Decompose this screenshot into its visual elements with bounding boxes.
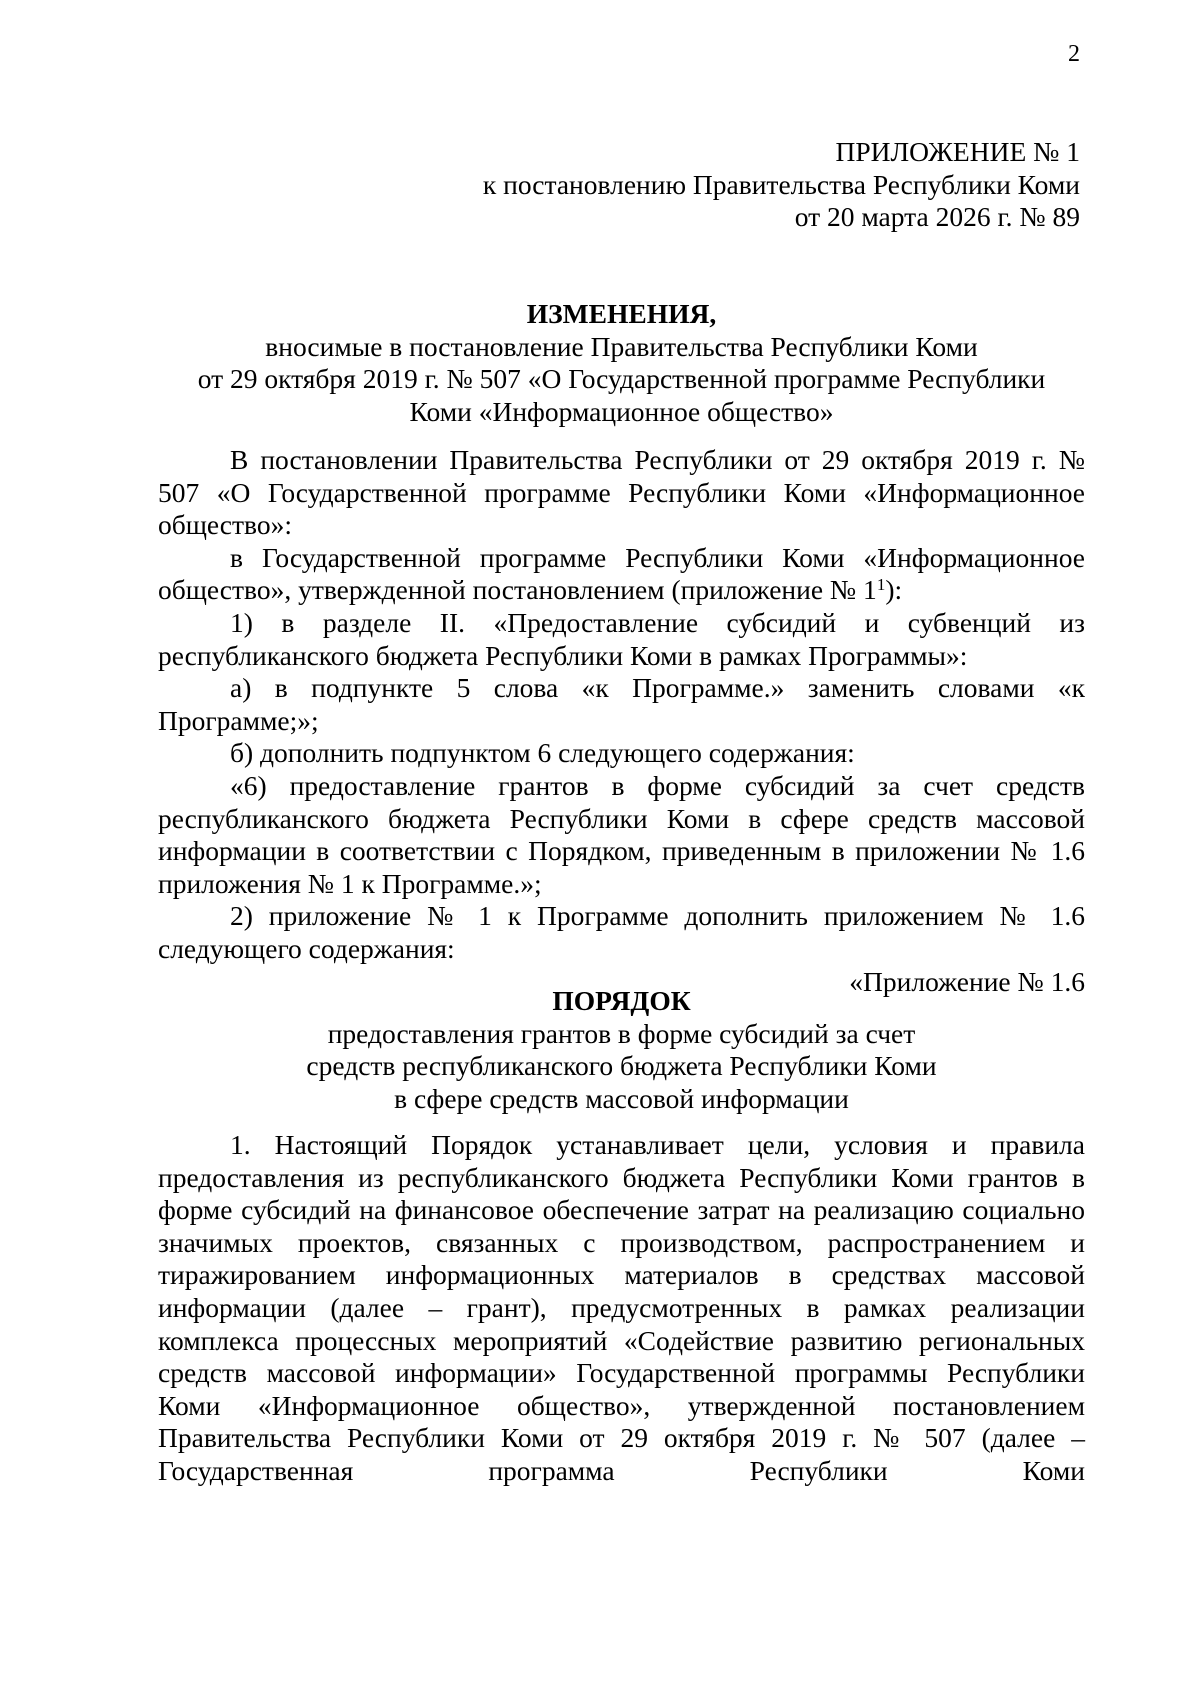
order-subtitle-line2: средств республиканского бюджета Республики Коми: [306, 1050, 937, 1082]
appendix-date: от 20 марта 2026 г. № 89: [794, 201, 1080, 233]
body-paragraph: 2) приложение № 1 к Программе дополнить приложением № 1.6 следующего содержания:: [158, 900, 1085, 964]
appendix-header: [483, 136, 1080, 234]
changes-subtitle-line2: от 29 октября 2019 г. № 507 «О Государственной программе Республики: [197, 363, 1046, 395]
changes-body: [158, 444, 1085, 998]
body-paragraph: В постановлении Правительства Республики от 29 октября 2019 г. № 507 «О Государственной программе Республики Коми «Информационное общество»:: [158, 444, 1085, 541]
order-title: ПОРЯДОК: [552, 985, 691, 1016]
appendix-reference: к постановлению Правительства Республики Коми: [482, 168, 1080, 200]
body-paragraph: 1) в разделе II. «Предоставление субсидий и субвенций из республиканского бюджета Республики Коми в рамках Программы»:: [158, 606, 1085, 671]
appendix-title: ПРИЛОЖЕНИЕ № 1: [835, 136, 1080, 167]
body-paragraph-appendix-label: «Приложение № 1.6: [849, 965, 1085, 997]
body-paragraph: в Государственной программе Республики Коми «Информационное общество», утвержденной постановлением (приложение № $1^1$):: [158, 541, 1085, 606]
body-paragraph: б) дополнить подпунктом 6 следующего содержания:: [230, 737, 855, 769]
page-number: 2: [1068, 41, 1080, 67]
changes-subtitle-line3: Коми «Информационное общество»: [409, 395, 834, 427]
order-subtitle-line3: в сфере средств массовой информации: [394, 1082, 849, 1114]
changes-heading: [158, 298, 1085, 428]
order-body: [158, 1129, 1085, 1488]
body-paragraph: «6) предоставление грантов в форме субсидий за счет средств республиканского бюджета Республики Коми в сфере средств массовой информации в соответствии с Порядком, приведенным в приложении № 1.6 приложения № 1 к Программе.»;: [158, 769, 1085, 899]
body-paragraph: а) в подпункте 5 слова «к Программе.» заменить словами «к Программе;»;: [158, 672, 1085, 736]
changes-subtitle-line1: вносимые в постановление Правительства Республики Коми: [265, 330, 978, 362]
order-subtitle-line1: предоставления грантов в форме субсидий за счет: [327, 1017, 916, 1049]
order-paragraph: 1. Настоящий Порядок устанавливает цели, условия и правила предоставления из республиканского бюджета Республики Коми грантов в форме субсидий на финансовое обеспечение затрат на реализацию социально значимых проектов, связанных с производством, распространением и тиражированием информационных материалов в средствах массовой информации (далее – грант), предусмотренных в рамках реализации комплекса процессных мероприятий «Содействие развитию региональных средств массовой информации» Государственной программы Республики Коми «Информационное общество», утвержденной постановлением Правительства Республики Коми от 29 октября 2019 г. № 507 (далее – Государственная программа Республики Коми: [158, 1129, 1085, 1486]
footnote-superscript: 1: [876, 575, 886, 595]
order-heading: [158, 985, 1085, 1115]
changes-title: ИЗМЕНЕНИЯ,: [526, 298, 717, 329]
